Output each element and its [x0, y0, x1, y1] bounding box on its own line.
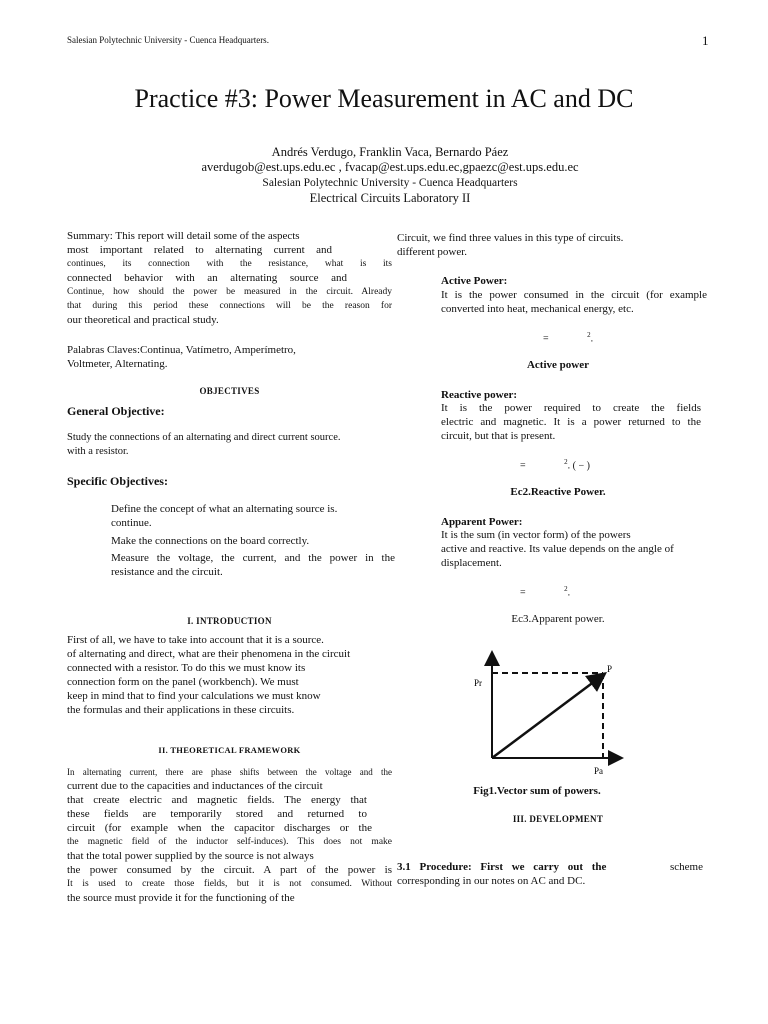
procedure-text — [397, 860, 703, 888]
reactive-power-equation — [520, 458, 590, 471]
framework-line: these fields are temporarily stored and returned to — [67, 808, 367, 820]
summary-line: connected behavior with an alternating source and — [67, 272, 347, 284]
general-objective-heading: General Objective: — [67, 404, 165, 418]
framework-heading: II. THEORETICAL FRAMEWORK — [158, 745, 301, 755]
eq-superscript: 2 — [564, 458, 568, 466]
eq-part: = — [543, 333, 552, 345]
page-number: 1 — [702, 33, 709, 48]
framework-text — [67, 765, 392, 905]
apparent-power-caption: Ec3.Apparent power. — [511, 613, 605, 625]
reactive-power-caption: Ec2.Reactive Power. — [510, 486, 606, 498]
intro-line: of alternating and direct, what are their phenomena in the circuit — [67, 648, 351, 660]
continuation-text — [397, 231, 707, 259]
intro-line: the formulas and their applications in these circuits. — [67, 704, 295, 716]
summary-line: Continue, how should the power be measured in the circuit. Already — [67, 287, 392, 297]
objectives-heading: OBJECTIVES — [199, 386, 260, 396]
label-p: P — [607, 664, 613, 674]
reactive-power-line: It is the power required to create the fields — [441, 402, 701, 414]
framework-line: It is used to create those fields, but it is not consumed. Without — [67, 879, 392, 889]
objective-line: Measure the voltage, the current, and the power in the — [111, 552, 395, 564]
active-power-equation — [543, 331, 593, 344]
running-header: Salesian Polytechnic University - Cuenca Headquarters. — [67, 35, 269, 45]
objective-line: resistance and the circuit. — [111, 566, 223, 578]
active-power-label: Active Power: — [441, 275, 508, 287]
introduction-text — [67, 633, 392, 717]
reactive-power-text — [441, 401, 701, 443]
objective-line: Define the concept of what an alternating source is. — [111, 503, 338, 515]
framework-line: In alternating current, there are phase shifts between the voltage and the — [67, 767, 392, 777]
active-power-line: It is the power consumed in the circuit (for example — [441, 289, 707, 301]
summary-line: Summary: This report will detail some of the aspects — [67, 230, 300, 242]
general-objective-line: with a resistor. — [67, 446, 129, 457]
intro-line: First of all, we have to take into account that it is a source. — [67, 634, 324, 646]
keywords — [67, 343, 392, 371]
intro-line: keep in mind that to find your calculations we must know — [67, 690, 321, 702]
development-heading: III. DEVELOPMENT — [512, 814, 604, 824]
eq-part: . — [590, 333, 594, 345]
procedure-bold: 3.1 Procedure: First we carry out the — [397, 861, 607, 873]
vector-diagram — [470, 650, 630, 780]
intro-line: connection form on the panel (workbench). We must — [67, 676, 299, 688]
apparent-power-line: active and reactive. Its value depends on the angle of — [441, 543, 674, 555]
framework-line: the source must provide it for the functioning of the — [67, 892, 295, 904]
specific-objectives-list — [67, 502, 397, 583]
framework-line: current due to the capacities and inductances of the circuit — [67, 780, 323, 792]
apparent-power-line: displacement. — [441, 557, 502, 569]
framework-line: that create electric and magnetic fields. The energy that — [67, 794, 367, 806]
apparent-power-text — [441, 528, 707, 570]
lab-name: Electrical Circuits Laboratory II — [309, 191, 471, 205]
eq-part: . — [567, 587, 571, 599]
specific-objectives-heading: Specific Objectives: — [67, 474, 168, 488]
list-item — [67, 551, 397, 583]
active-power-line: converted into heat, mechanical energy, etc. — [441, 303, 634, 315]
summary — [67, 229, 392, 327]
objective-line: continue. — [111, 517, 152, 529]
procedure-rest: scheme — [670, 861, 703, 873]
keywords-line: Palabras Claves:Continua, Vatímetro, Amperímetro, — [67, 344, 296, 356]
summary-line: our theoretical and practical study. — [67, 314, 219, 326]
author-affiliation: Salesian Polytechnic University - Cuenca Headquarters — [262, 177, 518, 189]
apparent-power-line: It is the sum (in vector form) of the powers — [441, 529, 631, 541]
framework-line: circuit (for example when the capacitor discharges or the — [67, 822, 372, 834]
reactive-power-line: circuit, but that is present. — [441, 430, 556, 442]
eq-superscript: 2 — [587, 331, 591, 339]
reactive-power-label: Reactive power: — [441, 389, 518, 401]
framework-line: the magnetic field of the inductor self-induces). This does not make — [67, 837, 392, 847]
summary-line: continues, its connection with the resistance, what is its — [67, 259, 392, 269]
list-item — [67, 502, 397, 534]
reactive-power-line: electric and magnetic. It is a power returned to the — [441, 416, 701, 428]
keywords-line: Voltmeter, Alternating. — [67, 358, 168, 370]
general-objective-text — [67, 431, 392, 459]
figure-caption: Fig1.Vector sum of powers. — [473, 785, 601, 797]
procedure-line: corresponding in our notes on AC and DC. — [397, 875, 586, 887]
author-emails: averdugob@est.ups.edu.ec , fvacap@est.ups.edu.ec,gpaezc@est.ups.edu.ec — [201, 160, 579, 174]
apparent-power-equation — [520, 585, 570, 598]
general-objective-line: Study the connections of an alternating and direct current source. — [67, 432, 341, 443]
active-power-caption: Active power — [526, 359, 589, 371]
intro-line: connected with a resistor. To do this we must know its — [67, 662, 306, 674]
framework-line: that the total power supplied by the source is not always — [67, 850, 314, 862]
list-item — [67, 534, 397, 551]
objective-line: Make the connections on the board correctly. — [111, 535, 310, 547]
continuation-line: different power. — [397, 246, 468, 258]
introduction-heading: I. INTRODUCTION — [187, 616, 272, 626]
summary-line: most important related to alternating current and — [67, 244, 332, 256]
label-pa: Pa — [594, 766, 603, 776]
eq-part: = — [520, 587, 529, 599]
apparent-vector — [492, 675, 603, 758]
paper-title: Practice #3: Power Measurement in AC and DC — [134, 84, 634, 113]
active-power-text — [441, 288, 707, 316]
summary-line: that during this period these connections will be the reason for — [67, 301, 392, 311]
eq-part: = — [520, 460, 529, 472]
label-pr: Pr — [474, 678, 483, 688]
apparent-power-label: Apparent Power: — [441, 516, 523, 528]
eq-superscript: 2 — [564, 585, 568, 593]
framework-line: the power consumed by the circuit. A part of the power is — [67, 864, 392, 876]
eq-part: . ( − ) — [567, 460, 590, 472]
continuation-line: Circuit, we find three values in this type of circuits. — [397, 232, 624, 244]
author-names: Andrés Verdugo, Franklin Vaca, Bernardo Páez — [271, 145, 509, 159]
